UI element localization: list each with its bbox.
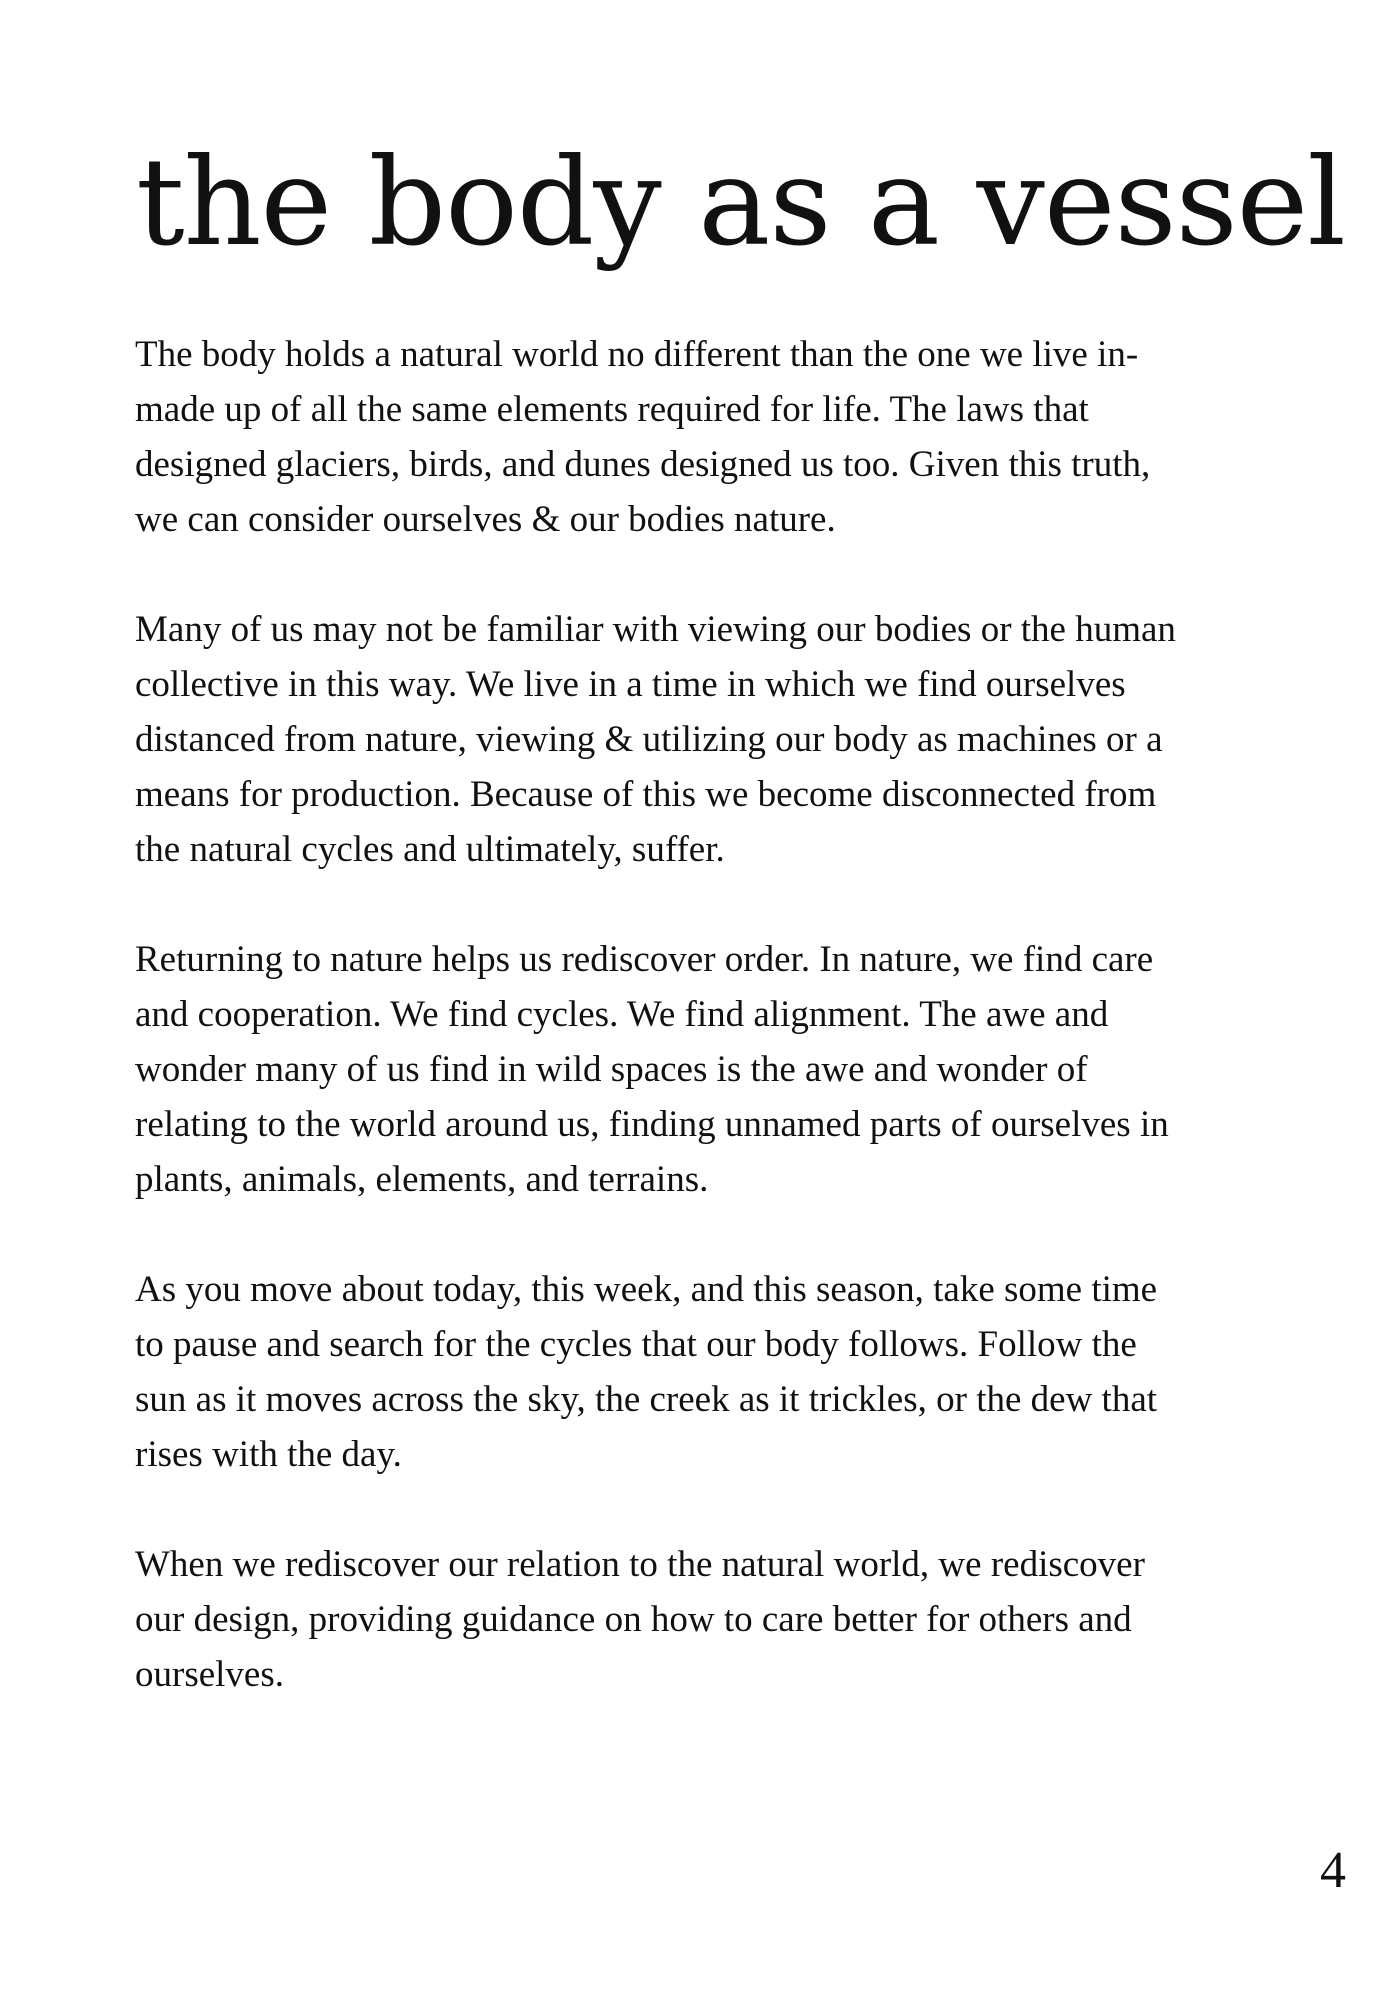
- text-line: collective in this way. We live in a time in which we find ourselves: [135, 664, 1126, 705]
- text-line: Returning to nature helps us rediscover order. In nature, we find care: [135, 939, 1154, 980]
- paragraph-2: [135, 602, 1275, 877]
- text-line: our design, providing guidance on how to care better for others and: [135, 1599, 1132, 1640]
- paragraph-4: [135, 1262, 1275, 1482]
- text-line: wonder many of us find in wild spaces is the awe and wonder of: [135, 1049, 1088, 1090]
- text-line: Many of us may not be familiar with viewing our bodies or the human: [135, 609, 1176, 650]
- text-line: made up of all the same elements required for life. The laws that: [135, 389, 1089, 430]
- text-line: we can consider ourselves & our bodies nature.: [135, 499, 836, 540]
- text-line: As you move about today, this week, and this season, take some time: [135, 1269, 1158, 1310]
- body-text: [135, 327, 1275, 1757]
- text-line: When we rediscover our relation to the natural world, we rediscover: [135, 1544, 1145, 1585]
- text-line: distanced from nature, viewing & utilizing our body as machines or a: [135, 719, 1163, 760]
- text-line: plants, animals, elements, and terrains.: [135, 1159, 709, 1200]
- paragraph-3: [135, 932, 1275, 1207]
- text-line: relating to the world around us, finding unnamed parts of ourselves in: [135, 1104, 1169, 1145]
- text-line: The body holds a natural world no different than the one we live in-: [135, 334, 1139, 375]
- text-line: the natural cycles and ultimately, suffer.: [135, 829, 725, 870]
- text-line: means for production. Because of this we become disconnected from: [135, 774, 1157, 815]
- text-line: and cooperation. We find cycles. We find alignment. The awe and: [135, 994, 1109, 1035]
- text-line: designed glaciers, birds, and dunes designed us too. Given this truth,: [135, 444, 1151, 485]
- page-number: 4: [1320, 1842, 1346, 1899]
- text-line: sun as it moves across the sky, the creek as it trickles, or the dew that: [135, 1379, 1158, 1420]
- text-line: ourselves.: [135, 1654, 284, 1695]
- page-title: the body as a vessel: [136, 132, 1345, 273]
- text-line: to pause and search for the cycles that our body follows. Follow the: [135, 1324, 1137, 1365]
- paragraph-5: [135, 1537, 1275, 1702]
- text-line: rises with the day.: [135, 1434, 402, 1475]
- paragraph-1: [135, 327, 1275, 547]
